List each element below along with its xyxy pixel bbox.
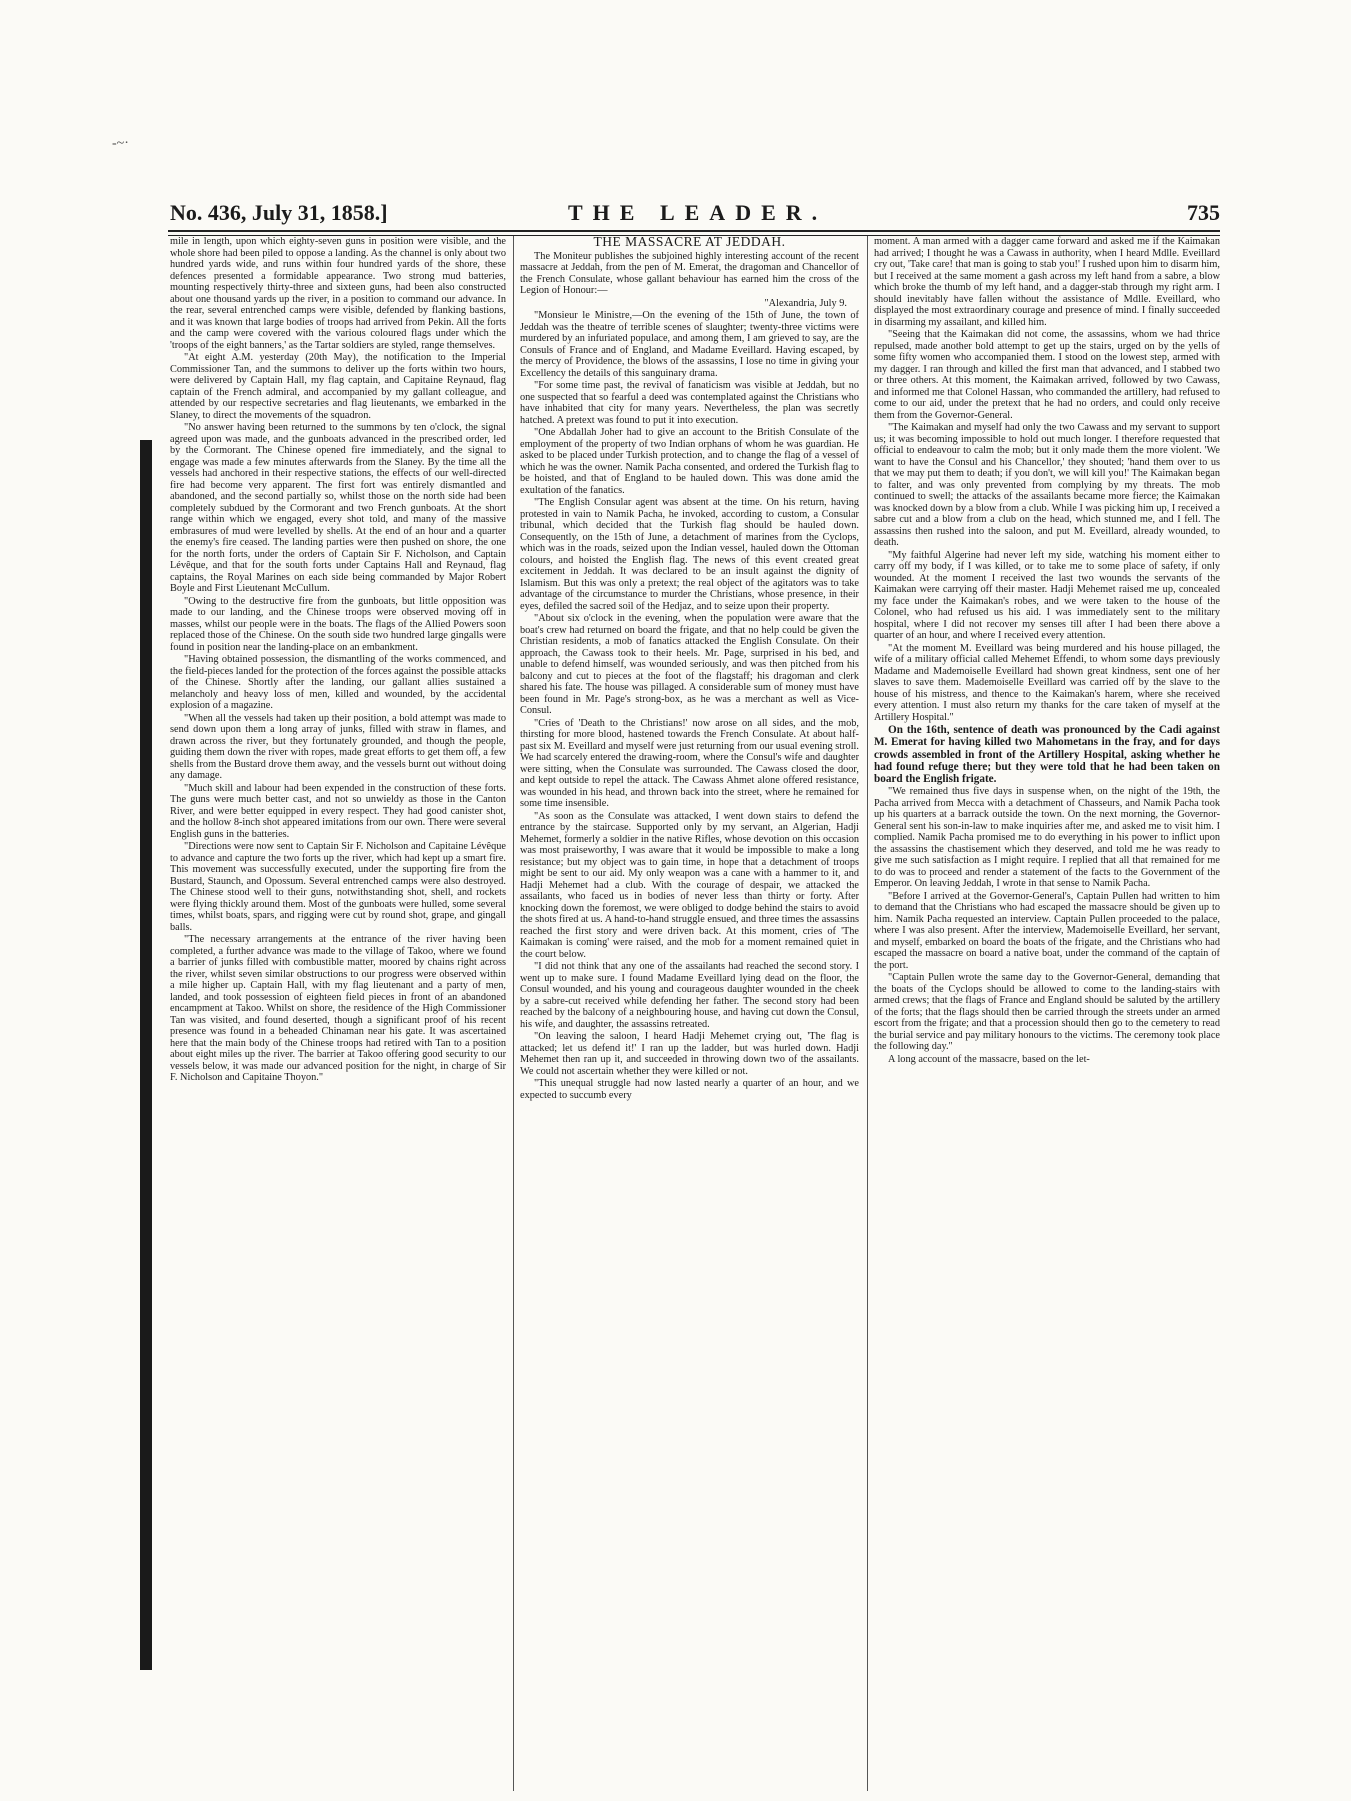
article-intro: The Moniteur publishes the subjoined highly interesting account of the recent massacre at Jeddah, from the pen of M. Emerat, the dragoman and Chancellor of the French Consulate, whose gallant behaviour has earned him the cross of the Legion of Honour:— xyxy=(520,250,859,296)
column-divider xyxy=(867,236,868,1791)
paragraph: "When all the vessels had taken up their position, a bold attempt was made to send down upon them a long array of junks, filled with straw in flames, and drawn across the river, but they fortunately grounded, and though the people, guiding them down the river with ropes, made great efforts to get them off, a few shells from the Bustard drove them away, and the vessels burnt out without doing any damage. xyxy=(170,712,506,781)
dateline: "Alexandria, July 9. xyxy=(764,297,847,309)
paragraph: A long account of the massacre, based on the let- xyxy=(888,1053,1090,1065)
paragraph: "Directions were now sent to Captain Sir F. Nicholson and Capitaine Lévêque to advance and capture the two forts up the river, which had kept up a smart fire. This movement was successfully executed, under the supporting fire from the Bustard, Staunch, and Opossum. Several entrenched camps were also destroyed. The Chinese stood well to their guns, notwithstanding shot, shell, and rockets were flying thickly around them. Most of the gunboats were hulled, some several times, whilst boats, spars, and rigging were cut by round shot, grape, and gingall balls. xyxy=(170,841,506,933)
article-heading: THE MASSACRE AT JEDDAH. xyxy=(593,236,786,249)
paragraph: "Captain Pullen wrote the same day to the Governor-General, demanding that the boats of the Cyclops should be allowed to come to the landing-stairs with armed crews; that the flags of France and England should be saluted by the artillery of the forts; that the flags should then be carried through the streets under an armed escort from the frigate; and that a procession should then go to the cemetery to read the burial service and pay military honours to the victims. The ceremony took place the following day." xyxy=(874,972,1220,1053)
column-right xyxy=(874,236,1220,1791)
paragraph: "Seeing that the Kaimakan did not come, the assassins, whom we had thrice repulsed, made another bold attempt to get up the stairs, urged on by the yells of some fifty women who accompanied them. I stood on the lowest step, armed with my dagger. I ran through and killed the first man that advanced, and I stabbed two or three others. At this moment, the Kaimakan arrived, followed by two Cawass, and informed me that Colonel Hassan, who commanded the artillery, had refused to come to our aid, under the pretext that he had no orders, and could only receive them from the Governor-General. xyxy=(874,329,1220,421)
paragraph: "About six o'clock in the evening, when the population were aware that the boat's crew had returned on board the frigate, and that no help could be given the Christian residents, a mob of fanatics attacked the English Consulate. On their approach, the Cawass took to their heels. Mr. Page, surprised in his bed, and unable to defend himself, was wounded seriously, and was then pitched from his balcony and cut to pieces at the foot of the flagstaff; his dragoman and clerk shared his fate. The house was pillaged. A considerable sum of money must have been found in Mr. Page's strong-box, as he was a merchant as well as Vice-Consul. xyxy=(520,613,859,716)
column-left xyxy=(170,236,506,1791)
masthead-title: THE LEADER. xyxy=(568,200,828,225)
issue-date: No. 436, July 31, 1858.] xyxy=(170,200,388,225)
paragraph: "At the moment M. Eveillard was being murdered and his house pillaged, the wife of a military official called Mehemet Effendi, to whom some days previously Madame and Mademoiselle Eveillard had shown great kindness, sent one of her slaves to save them. Mademoiselle Eveillard was carried off by the slave to the house of his mistress, and thence to the Kaimakan's harem, where she received every attention. I must also return my thanks for the care taken of myself at the Artillery Hospital." xyxy=(874,642,1220,723)
page-header xyxy=(168,200,1220,232)
paragraph: "The necessary arrangements at the entrance of the river having been completed, a further advance was made to the village of Takoo, where we found a barrier of junks filled with combustible matter, moored by chains right across the river, whilst seven similar obstructions to our progress were observed within a mile higher up. Captain Hall, with my flag lieutenant and a party of men, landed, and took possession of eighteen field pieces in front of an abandoned encampment at Takoo. Whilst on shore, the residence of the High Commissioner Tan was visited, and found deserted, though a significant proof of his recent presence was found in a beheaded Chinaman near his gate. It was ascertained here that the main body of the Chinese troops had retired with Tan to a position about eight miles up the river. The barrier at Takoo offering good security to our vessels below, it was made our advanced position for the night, in charge of Sir F. Nicholson and Capitaine Thoyon." xyxy=(170,934,506,1083)
paragraph: "Owing to the destructive fire from the gunboats, but little opposition was made to our landing, and the Chinese troops were observed moving off in masses, whilst our people were in the boats. The flags of the Allied Powers soon replaced those of the Chinese. On the south side two hundred large gingalls were found in position near the landing-place on an embankment. xyxy=(170,595,506,653)
paragraph: "Before I arrived at the Governor-General's, Captain Pullen had written to him to demand that the Christians who had escaped the massacre should be given up to him. Namik Pacha requested an interview. Captain Pullen proceeded to the palace, where I was also present. After the interview, Mademoiselle Eveillard, her servant, and myself, embarked on board the boats of the frigate, and the Christians who had escaped the massacre on board a native boat, under the command of the captain of the port. xyxy=(874,890,1220,971)
paragraph: "The Kaimakan and myself had only the two Cawass and my servant to support us; it was becoming impossible to hold out much longer. I therefore requested that official to endeavour to calm the mob; but it only made them the more violent. 'We want to have the Consul and his Chancellor,' they shouted; 'hand them over to us that we may put them to death; if you don't, we will kill you!' The Kaimakan began to falter, and was only prevented from complying by my threats. The mob continued to swell; the attacks of the assailants became more fierce; the Kaimakan was knocked down by a blow from a club. While I was picking him up, I received a sabre cut and a blow from a club on the head, which stunned me, and I fell. The assassins then rushed into the saloon, and put M. Eveillard, already wounded, to death. xyxy=(874,422,1220,548)
paragraph: "As soon as the Consulate was attacked, I went down stairs to defend the entrance by the staircase. Supported only by my servant, an Algerian, Hadji Mehemet, formerly a soldier in the native Rifles, whose devotion on this occasion was most praiseworthy, I was aware that it would be impossible to make a long resistance; but my object was to gain time, in hope that a detachment of troops might be sent to our aid. My only weapon was a cane with a hammer to it, and Hadji Mehemet had a club. With the courage of despair, we attacked the assailants, who faced us in bodies of never less than thirty or forty. After knocking down the foremost, we were obliged to dodge behind the stairs to avoid the shots fired at us. A hand-to-hand struggle ensued, and three times the assassins reached the first story and were driven back. At this moment, cries of 'The Kaimakan is coming' were raised, and the mob for a moment remained quiet in the court below. xyxy=(520,810,859,960)
paragraph: "For some time past, the revival of fanaticism was visible at Jeddah, but no one suspected that so fearful a deed was contemplated against the Christians who have inhabited that city for many years. Nevertheless, the plan was secretly hatched. A pretext was found to put it into execution. xyxy=(520,380,859,426)
scan-mark: -~· xyxy=(112,136,129,151)
paragraph: "One Abdallah Joher had to give an account to the British Consulate of the employment of the property of two Indian orphans of whom he was guardian. He asked to be placed under Turkish protection, and to change the flag of a vessel of which he was the owner. Namik Pacha consented, and ordered the Turkish flag to be hoisted, and that of England to be hauled down. This was done amid the exultation of the fanatics. xyxy=(520,427,859,496)
paragraph: "No answer having been returned to the summons by ten o'clock, the signal agreed upon was made, and the gunboats advanced in the prescribed order, led by the Cormorant. The Chinese opened fire immediately, and the signal to engage was made a few minutes afterwards from the Slaney. By the time all the vessels had anchored in their respective stations, the effects of our well-directed fire had become very apparent. The first fort was entirely dismantled and abandoned, and the second partially so, whilst those on the north side had been completely subdued by the Cormorant and two French gunboats. At the short range within which we engaged, every shot told, and many of the massive embrasures of mud were levelled by shells. At the end of an hour and a quarter the enemy's fire ceased. The landing parties were then pushed on shore, the one for the north forts, under the orders of Captain Sir F. Nicholson, and Captain Lévêque, and that for the south forts under Captains Hall and Reynaud, flag captains, the Royal Marines on each side being commanded by Major Robert Boyle and First Lieutenant McCullum. xyxy=(170,422,506,594)
paragraph: moment. A man armed with a dagger came forward and asked me if the Kaimakan had arrived; I thought he was a Cawass in authority, when I heard Mdlle. Eveillard cry out, 'Take care! that man is going to stab you!' I rushed upon him to disarm him, but I received at the same moment a gash across my left hand from a sabre, a blow which broke the thumb of my left hand, and a dagger-stab through my right arm. I should inevitably have fallen without the assistance of Mdlle. Eveillard, who displayed the most extraordinary courage and presence of mind. I finally succeeded in disarming my assailant, and killed him. xyxy=(874,236,1220,328)
page-number: 735 xyxy=(1187,200,1220,225)
paragraph: "Having obtained possession, the dismantling of the works commenced, and the field-pieces landed for the protection of the forces against the possible attacks of the Chinese. Shortly after the landing, our gallant allies sustained a melancholy and heavy loss of men, killed and wounded, by the accidental explosion of a magazine. xyxy=(170,654,506,711)
column-middle xyxy=(520,236,859,1791)
paragraph: "I did not think that any one of the assailants had reached the second story. I went up to make sure. I found Madame Eveillard lying dead on the floor, the Consul wounded, and his young and courageous daughter wounded in the cheek by a sabre-cut received while defending her father. The second story had been reached by the balcony of a neighbouring house, and having cut down the Consul, his wife, and daughter, the assassins retreated. xyxy=(520,961,859,1030)
paragraph: "Cries of 'Death to the Christians!' now arose on all sides, and the mob, thirsting for more blood, hastened towards the French Consulate. At about half-past six M. Eveillard and myself were just returning from our usual evening stroll. We had scarcely entered the drawing-room, where the Consul's wife and daughter were sitting, when the Consulate was surrounded. The Cawass closed the door, and kept outside to repel the attack. The Cawass Ahmet alone offered resistance, was wounded in his head, and thrown back into the street, where he remained for some time insensible. xyxy=(520,717,859,809)
paragraph: mile in length, upon which eighty-seven guns in position were visible, and the whole shore had been piled to oppose a landing. As the channel is only about two hundred yards wide, and runs within four hundred yards of the shore, these defences presented a formidable appearance. Two strong mud batteries, mounting respectively thirty-three and sixteen guns, had been also constructed about one thousand yards up the river, in a position to command our advance. In the rear, several entrenched camps were visible, defended by flanking bastions, and it was known that large bodies of troops had arrived from Pekin. All the forts and the camp were covered with the various coloured flags under which the 'troops of the eight banners,' as the Tartar soldiers are styled, range themselves. xyxy=(170,236,506,351)
paragraph: "My faithful Algerine had never left my side, watching his moment either to carry off my body, if I was killed, or to take me to some place of safety, if only wounded. At the moment I received the last two wounds the servants of the Kaimakan were carrying off their master. Hadji Mehemet raised me up, concealed my face under the Kaimakan's robes, and we were taken to the house of the Colonel, who had refused us his aid. I was immediately sent to the military hospital, where I did not recover my senses till after I had been there above a quarter of an hour, and where I received every attention. xyxy=(874,549,1220,641)
paragraph: "Monsieur le Ministre,—On the evening of the 15th of June, the town of Jeddah was the theatre of terrible scenes of slaughter; twenty-three victims were murdered by an infuriated populace, and among them, I am grieved to say, are the Consuls of France and of England, and Madame Eveillard. Having escaped, by the mercy of Providence, the blows of the assassins, I lose no time in giving your Excellency the details of this sanguinary drama. xyxy=(520,310,859,379)
paragraph: "At eight A.M. yesterday (20th May), the notification to the Imperial Commissioner Tan, and the summons to deliver up the forts within two hours, were delivered by Captain Hall, my flag captain, and Capitaine Reynaud, flag captain of the French admiral, and accompanied by my gallant colleague, and attended by our respective secretaries and flag lieutenants, we embarked in the Slaney, to direct the movements of the squadron. xyxy=(170,352,506,421)
paragraph: "We remained thus five days in suspense when, on the night of the 19th, the Pacha arrived from Mecca with a detachment of Chasseurs, and Namik Pacha took up his quarters at a barrack outside the town. On the next morning, the Governor-General sent his son-in-law to make inquiries after me, and asked me to visit him. I complied. Namik Pacha promised me to do everything in his power to inflict upon the assassins the chastisement which they deserved, and told me he was ready to give me such satisfaction as I might require. I replied that all that remained for me to do was to proceed and render a statement of the facts to the Government of the Emperor. On leaving Jeddah, I wrote in that sense to Namik Pacha. xyxy=(874,786,1220,890)
paragraph: "On leaving the saloon, I heard Hadji Mehemet crying out, 'The flag is attacked; let us defend it!' I ran up the ladder, but was hurled down. Hadji Mehemet then ran up it, and succeeded in throwing down two of the assailants. We could not ascertain whether they were killed or not. xyxy=(520,1031,859,1077)
paragraph: "Much skill and labour had been expended in the construction of these forts. The guns were much better cast, and not so unwieldy as those in the Canton River, and were better equipped in every respect. They had good canister shot, and the hollow 8-inch shot appeared imitations from our own. There were several English guns in the batteries. xyxy=(170,782,506,840)
newspaper-page xyxy=(168,200,1220,1800)
paragraph: "This unequal struggle had now lasted nearly a quarter of an hour, and we expected to succumb every xyxy=(520,1078,859,1101)
sentence-notice: On the 16th, sentence of death was pronounced by the Cadi against M. Emerat for having killed two Mahometans in the fray, and for days crowds assembled in front of the Artillery Hospital, asking whether he had found refuge there; but they were told that he had been taken on board the English frigate. xyxy=(874,724,1220,786)
scan-binding-edge xyxy=(140,440,152,1670)
column-divider xyxy=(513,236,514,1791)
paragraph: "The English Consular agent was absent at the time. On his return, having protested in vain to Namik Pacha, he invoked, according to custom, a Consular tribunal, which decided that the Turkish flag should be hauled down. Consequently, on the 15th of June, a detachment of marines from the Cyclops, which was in the roads, seized upon the Indian vessel, hauled down the Ottoman colours, and hoisted the English flag. The news of this event created great excitement in Jeddah. It was declared to be an insult against the dignity of Islamism. But this was only a pretext; the real object of the agitators was to take advantage of the circumstance to murder the Christians, whose presence, in their eyes, defiled the sacred soil of the Hedjaz, and to seize upon their property. xyxy=(520,497,859,612)
